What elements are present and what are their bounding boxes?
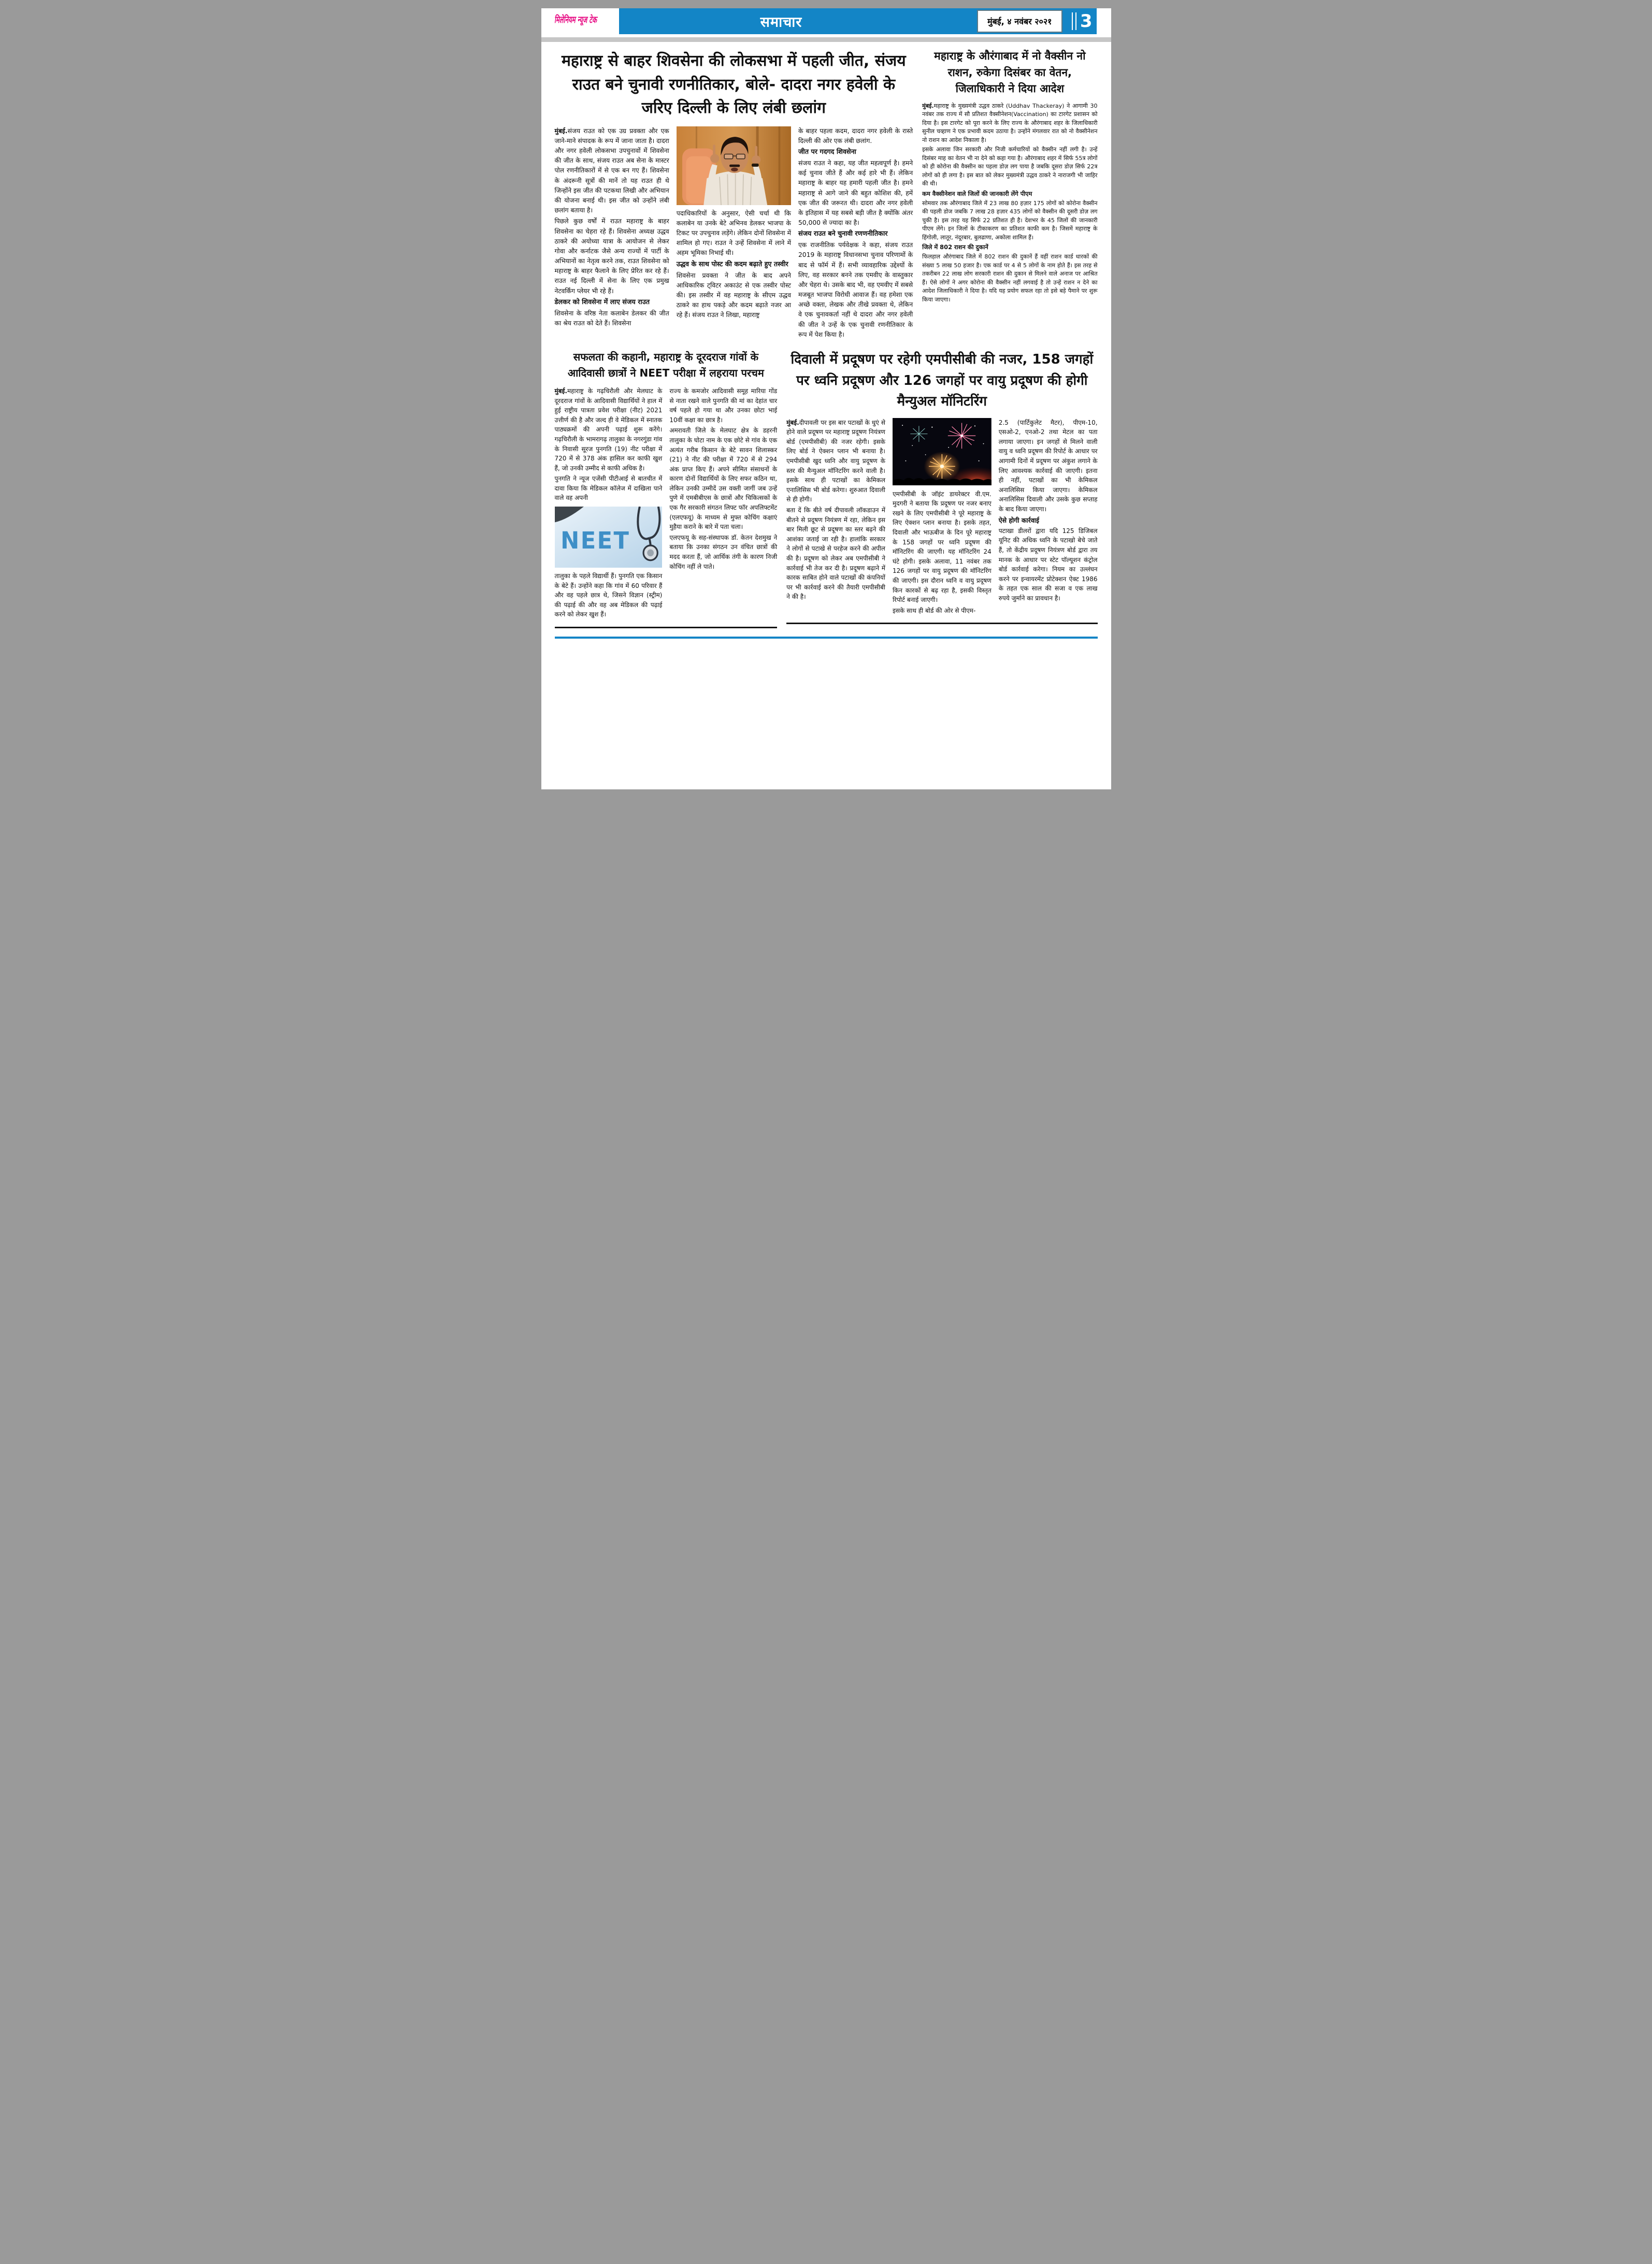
paragraph: के बाहर पहला कदम, दादरा नगर हवेली के रास्ते दिल्ली की ओर एक लंबी छलांग. (798, 127, 913, 145)
article-diwali-body (786, 418, 1097, 617)
footer-rule (555, 637, 1098, 639)
article-vaccine-ration (922, 48, 1097, 305)
subhead-pm-districts: कम वैक्सीनेशन वाले जिलों की जानकारी लेंगे पीएम (922, 190, 1032, 197)
paragraph: 2.5 (पार्टिकुलेट मैटर), पीएम-10, एसओ-2, एनओ-2 तथा मेटल का पता लगाया जाएगा। इन जगहों से मिलने वाली वायु व ध्वनि प्रदूषण की रिपोर्ट के आधार पर आगामी दिनों में प्रदूषण पर अंकुश लगाने के लिए आवश्यक कार्रवाई की जाएगी। इतना ही नहीं, पटाखों का भी केमिकल अनालिसिस किया जाएगा। केमिकल अनालिसिस दिवाली और उसके कुछ सप्ताह के बाद किया जाएगा। (998, 419, 1098, 513)
paragraph: पुनगति ने न्यूज एजेंसी पीटीआई से बातचीत में दावा किया कि मेडिकल कॉलेज में दाखिला पाने वाले वह अपनी (554, 475, 663, 502)
shivsena-column-1 (555, 126, 669, 341)
subhead-jeet: जीत पर गदगद शिवसेना (798, 148, 856, 156)
article-end-rule (786, 623, 1097, 624)
paragraph: संजय राउत ने कहा, यह जीत महत्वपूर्ण है। हमने कई चुनाव जीते हैं और कई हारे भी हैं। लेकिन महाराष्ट्र के बाहर यह हमारी पहली जीत है। हमने महाराष्ट्र से आगे जाने की बहुत कोशिश की, हमें एक जीत की जरूरत थी। दादरा और नगर हवेली के इतिहास में यह सबसे बड़ी जीत है क्योंकि अंतर 50,000 से ज्यादा का है। (798, 160, 913, 227)
paragraph-text: दीपावली पर इस बार पटाखों के धुएं से होने वाले प्रदूषण पर महाराष्ट्र प्रदूषण नियंत्रण बोर्ड (एमपीसीबी) की नजर रहेगी। इसके लिए बोर्ड ने ऐक्शन प्लान भी बनाया है। एमपीसीबी खुद ध्वनि और वायु प्रदूषण के स्तर की मैन्युअल मॉनिटरिंग करने वाली है। इसके साथ ही पटाखों का केमिकल एनालिसिस भी बोर्ड करेगा। शुरुआत दिवाली से ही होगी। (786, 419, 885, 503)
subhead-uddhav-photo: उद्धव के साथ पोस्ट की कदम बढ़ाते हुए तस्वीर (676, 260, 788, 268)
header-rule (541, 37, 1111, 42)
neet-image-text: NEET (560, 527, 630, 555)
paragraph: तालुका के पहले विद्यार्थी हैं। पुनगति एक किसान के बेटे हैं। उन्होंने कहा कि गांव में 60 परिवार हैं और वह पहले छात्र थे, जिसने विज्ञान (स्ट्रीम) की पढ़ाई की और वह अब मेडिकल की पढ़ाई करने को लेकर खुश हैं। (554, 572, 663, 618)
paragraph: पिछले कुछ वर्षों में राउत महाराष्ट्र के बाहर शिवसेना का चेहरा रहे हैं। शिवसेना अध्यक्ष उद्धव ठाकरे की अयोध्या यात्रा के आयोजन से लेकर गोवा और कर्नाटक जैसे अन्य राज्यों में पार्टी के अभियानों का नेतृत्व करने तक, राउत शिवसेना को महाराष्ट्र के बाहर फैलाने के लिए प्रेरित कर रहे हैं। राउत नई दिल्ली में सेना के लिए एक प्रमुख नेटवर्किंग प्लेयर भी रहे हैं। (554, 218, 669, 295)
paragraph (555, 386, 663, 473)
neet-column-2 (669, 386, 777, 621)
newspaper-page (541, 8, 1111, 789)
page-header (554, 8, 1099, 34)
bottom-section (555, 349, 1098, 628)
subhead-action: ऐसे होगी कार्रवाई (998, 516, 1040, 524)
article-shivsena-headline: महाराष्ट्र से बाहर शिवसेना की लोकसभा में पहली जीत, संजय राउत बने चुनावी रणनीतिकार, बोले- दादरा नगर हवेली के जरिए दिल्ली के लिए लंबी छलांग (561, 52, 906, 118)
dateline-lead: मुंबई. (922, 102, 934, 109)
diwali-column-1 (786, 418, 885, 617)
neet-exam-image (555, 507, 663, 568)
paragraph: शिवसेना प्रवक्ता ने जीत के बाद अपने आधिकारिक ट्विटर अकाउंट से एक तस्वीर पोस्ट की। इस तस्वीर में वह महाराष्ट्र के सीएम उद्धव ठाकरे का हाथ पकड़े और कदम बढ़ाते नजर आ रहे हैं। संजय राउत ने लिखा, महाराष्ट्र (676, 271, 791, 319)
subhead-delkar: डेलकर को शिवसेना में लाए संजय राउत (554, 298, 650, 306)
diwali-column-3 (999, 418, 1098, 617)
article-shivsena-body (555, 126, 913, 341)
paragraph: एलएफयू के सह-संस्थापक डॉ. केतन देशमुख ने बताया कि उनका संगठन उन वंचित छात्रों की मदद करता हैं, जो आर्थिक तंगी के कारण निजी कोचिंग नहीं ले पाते। (669, 533, 778, 570)
paragraph-text: संजय राउत को एक उग्र प्रवक्ता और एक जाने-माने संपादक के रूप में जाना जाता है। दादरा और नगर हवेली लोकसभा उपचुनावों में शिवसेना की जीत के साथ, संजय राउत अब सेना के मास्टर पोल रणनीतिकारों में से एक बन गए हैं। शिवसेना के अंदरूनी सूत्रों की मानें तो यह राउत ही थे जिन्होंने इस जीत की पटकथा लिखी और अभियान की योजना बनाई थी। इस जीत को उन्होंने लंबी छलांग बताया है। (554, 127, 669, 214)
fireworks-image (893, 418, 992, 485)
paragraph: इसके साथ ही बोर्ड की ओर से पीएम- (892, 607, 976, 614)
paragraph-text: महाराष्ट्र के मुख्यमंत्री उद्धव ठाकरे (Uddhav Thackeray) ने आगामी 30 नवंबर तक राज्य में सौ प्रतिशत वैक्सीनेशन(Vaccination) का टारगेट प्रशासन को दिया है। इस टारगेट को पूरा करने के लिए राज्य के औरंगाबाद शहर के जिलाधिकारी सुनील चव्हाण ने एक प्रभावी कदम उठाया है। उन्होंने मंगलवार रात को नो वैक्सीनेशन नो राशन का आदेश निकाला है। (922, 102, 1098, 143)
paragraph: सोमवार तक औरंगाबाद जिले में 23 लाख 80 हज़ार 175 लोगों को कोरोना वैक्सीन की पहली डोज जबकि 7 लाख 28 हज़ार 435 लोगों को वैक्सीन की दूसरी डोज़ लग चुकी है। इस तरह यह सिर्फ 22 प्रतिशत ही है। देशभर के 45 जिलों की जानकारी पीएम लेंगे। इन जिलों के टीकाकरण का प्रतिशत काफी कम है। जिसमें महाराष्ट्र के हिंगोली, लातूर, नंदूरबार, बुलढाणा, अकोला शामिल हैं। (922, 199, 1098, 241)
paragraph: शिवसेना के वरिष्ठ नेता कलाबेन डेलकर की जीत का श्रेय राउत को देते हैं। शिवसेना (554, 309, 669, 327)
paragraph-text: महाराष्ट्र के गढ़चिरौली और मेलघाट के दूरदराज गांवों के आदिवासी विद्यार्थियों ने हाल में हुई राष्ट्रीय पात्रता प्रवेश परीक्षा (नीट) 2021 उत्तीर्ण की है और जल्द ही वे मेडिकल में स्नातक पाठ्यक्रमों की अपनी पढ़ाई शुरू करेंगे। गढ़चिरौली के भामरागढ़ तालुका के नगरगुंडा गांव के निवासी सूरज पुनगति (19) नीट परीक्षा में 720 में से 378 अंक हासिल कर काफी खुश हैं, जो उनकी उम्मीद से काफी अधिक है। (554, 387, 663, 472)
paragraph: पटाखा डीलरों द्वारा यदि 125 डिजिबल यूनिट की अधिक ध्वनि के पटाखो बेचे जाते हैं, तो केंद्रीय प्रदूषण नियंत्रण बोर्ड द्वारा तय मानक के आधार पर स्टेट पॉल्यूशन कंट्रोल बोर्ड कार्रवाई करेगा। नियम का उल्लंघन करने पर इन्वायरमेंट प्रोटेक्शन ऐक्ट 1986 के तहत एक साल की सजा व एक लाख रुपये जुर्माने का प्रावधान है। (998, 527, 1098, 602)
article-end-rule (555, 627, 778, 628)
paragraph (555, 126, 669, 216)
dateline-box: मुंबई, ४ नवंबर २०२१ (977, 10, 1062, 33)
paragraph: एक राजनीतिक पर्यवेक्षक ने कहा, संजय राउत 2019 के महाराष्ट्र विधानसभा चुनाव परिणामों के बाद से फॉर्म में हैं। सभी व्यावहारिक उद्देश्यों के लिए, वह सरकार बनने तक एमवीए के वास्तुकार और चेहरा थे। उसके बाद भी, वह एमवीए में सबसे मजबूत भाजपा विरोधी आवाज हैं। वह हमेशा एक अच्छे वक्ता, लेखक और तीखे प्रवक्ता थे, लेकिन वे एक चुनावकर्ता नहीं थे दादरा और नगर हवेली की जीत ने उन्हें के एक चुनावी रणनीतिकार के रूप में पेश किया है। (798, 241, 913, 338)
divider-lines-icon (1072, 12, 1076, 30)
article-neet-success (555, 349, 778, 628)
masthead-logo: मिलेनियम न्यूज टेक (553, 15, 598, 25)
paragraph (922, 102, 1097, 145)
dateline-lead: मुंबई. (554, 387, 567, 395)
sanjay-raut-photo (677, 126, 791, 205)
subhead-strategist: संजय राउत बने चुनावी रणणनीतिकार (798, 230, 888, 238)
page-content (555, 48, 1098, 628)
neet-column-1 (555, 386, 663, 621)
paragraph (786, 418, 885, 504)
page-number (1072, 8, 1093, 34)
paragraph: इसके अलावा जिन सरकारी और निजी कर्मचारियों को वैक्सीन नहीं लगी है। उन्हें दिसंबर माह का वेतन भी ना देने को कहा गया है। औरंगाबाद शहर में सिर्फ 55त्र लोगों को ही कोरोना की वैक्सीन का पहला डोज़ लग पाया है जबकि दूसरा डोज़ सिर्फ 22त्र लोगों को ही लगा है। इस बात को लेकर मुख्यमंत्री उद्धव ठाकरे ने नाराजगी भी जाहिर की थी। (922, 146, 1098, 187)
dateline-lead: मुंबई. (554, 127, 568, 135)
header-band (619, 8, 1097, 34)
paragraph: पदाधिकारियों के अनुसार, ऐसी चर्चा थी कि कलाबेन या उनके बेटे अभिनव डेलकर भाजपा के टिकट पर उपचुनाव लड़ेंगे। लेकिन दोनों शिवसेना में शामिल हो गए। राउत ने उन्हें शिवसेना में लाने में अहम भूमिका निभाई थी। (676, 209, 791, 257)
diwali-column-2 (893, 418, 992, 617)
article-vaccine-headline: महाराष्ट्र के औरंगाबाद में नो वैक्सीन नो राशन, रुकेगा दिसंबर का वेतन, जिलाधिकारी ने दिया आदेश (934, 50, 1086, 95)
shivsena-column-3 (798, 126, 913, 341)
paragraph: फिलहाल औरंगाबाद जिले में 802 राशन की दुकानें हैं वहीं राशन कार्ड धारकों की संख्या 5 लाख 50 हजार है। एक कार्ड पर 4 से 5 लोगों के नाम होते हैं। इस तरह से तकरीबन 22 लाख लोग सरकारी राशन की दुकान से मिलने वाले अनाज पर आश्रित हैं। ऐसे लोगों ने अगर कोरोना की वैक्सीन नहीं लगवाई है तो उन्हें राशन न देने का आदेश जिलाधिकारी ने दिया है। यदि यह प्रयोग सफल रहा तो इसे बड़े पैमाने पर शुरू किया जाएगा। (922, 253, 1098, 303)
top-section (555, 48, 1098, 341)
article-neet-body (555, 386, 778, 621)
page-number-value: 3 (1080, 11, 1093, 32)
paragraph: बता दें कि बीते वर्ष दीपावली लॉकडाउन में बीतने से प्रदूषण नियंत्रण में रहा, लेकिन इस बार मिली छूट से प्रदूषण का स्तर बढ़ने की आशंका जताई जा रही है। हालांकि सरकार ने लोगों से पटाखे से परहेज करने की अपील की है। प्रदूषण को लेकर अब एमपीसीबी ने कार्रवाई भी तेज कर दी है। प्रदूषण बढ़ाने में कारक साबित होने वाले पटाखों की कंपनियों पर भी कार्रवाई करने की तैयारी एमपीसीबी ने की है। (786, 506, 885, 601)
shivsena-column-2 (677, 126, 791, 341)
article-neet-headline: सफलता की कहानी, महाराष्ट्र के दूरदराज गांवों के आदिवासी छात्रों ने NEET परीक्षा में लहराया परचम (567, 350, 764, 379)
article-diwali-headline: दिवाली में प्रदूषण पर रहेगी एमपीसीबी की नजर, 158 जगहों पर ध्वनि प्रदूषण और 126 जगहों पर वायु प्रदूषण की होगी मैन्युअल मॉनिटरिंग (791, 351, 1094, 410)
paragraph: राज्य के कमजोर आदिवासी समूह मारिया गोंड से नाता रखने वाले पुनगति की मां का देहांत चार वर्ष पहले हो गया था और उनका छोटा भाई 10वीं कक्षा का छात्र है। (669, 387, 778, 424)
dateline-lead: मुंबई. (786, 419, 799, 426)
article-diwali-pollution (786, 349, 1097, 624)
section-title: समाचार (760, 14, 802, 31)
article-shivsena-win (555, 48, 913, 341)
paragraph: एमपीसीबी के जॉइंट डायरेक्टर वी.एम. मुदगरी ने बताया कि प्रदूषण पर नजर बनाए रखने के लिए एमपीसीबी ने पूरे महाराष्ट्र के लिए ऐक्शन प्लान बनाया है। इसके तहत, दिवाली और भाऊबीज के दिन पूरे महाराष्ट्र के 158 जगहों पर ध्वनि प्रदूषण की मॉनिटरिंग की जाएगी। यह मॉनिटरिंग 24 घंटे होगी। इसके अलावा, 11 नवंबर तक 126 जगहों पर वायु प्रदूषण की मॉनिटरिंग की जाएगी। इस दौरान ध्वनि व वायु प्रदूषण किन कारकों से बढ़ रहा है, इसकी विस्तृत रिपोर्ट बनाई जाएगी। (892, 490, 992, 604)
subhead-ration-shops: जिले में 802 राशन की दुकानें (922, 243, 988, 251)
paragraph: अमरावती जिले के मेलघाट क्षेत्र के डहरनी तालुका के घोटा नाम के एक छोटे से गांव के एक अत्यंत गरीब किसान के बेटे सावन शिलास्कर (21) ने नीट की परीक्षा में 720 में से 294 अंक प्राप्त किए हैं। अपने सीमित संसाधनों के कारण दोनों विद्यार्थियों के लिए सफर कठिन था, लेकिन उनकी उम्मीदें उस वक्ती जागीं जब उन्हें पुणे में एमबीबीएस के छात्रों और चिकित्सकों के एक गैर सरकारी संगठन लिफ्ट फॉर अपलिफ्टमेंट (एलएफयू) के माध्यम से मुफ्त कोचिंग कक्षाएं मुहैया कराने के बारे में पता चला। (669, 427, 778, 531)
